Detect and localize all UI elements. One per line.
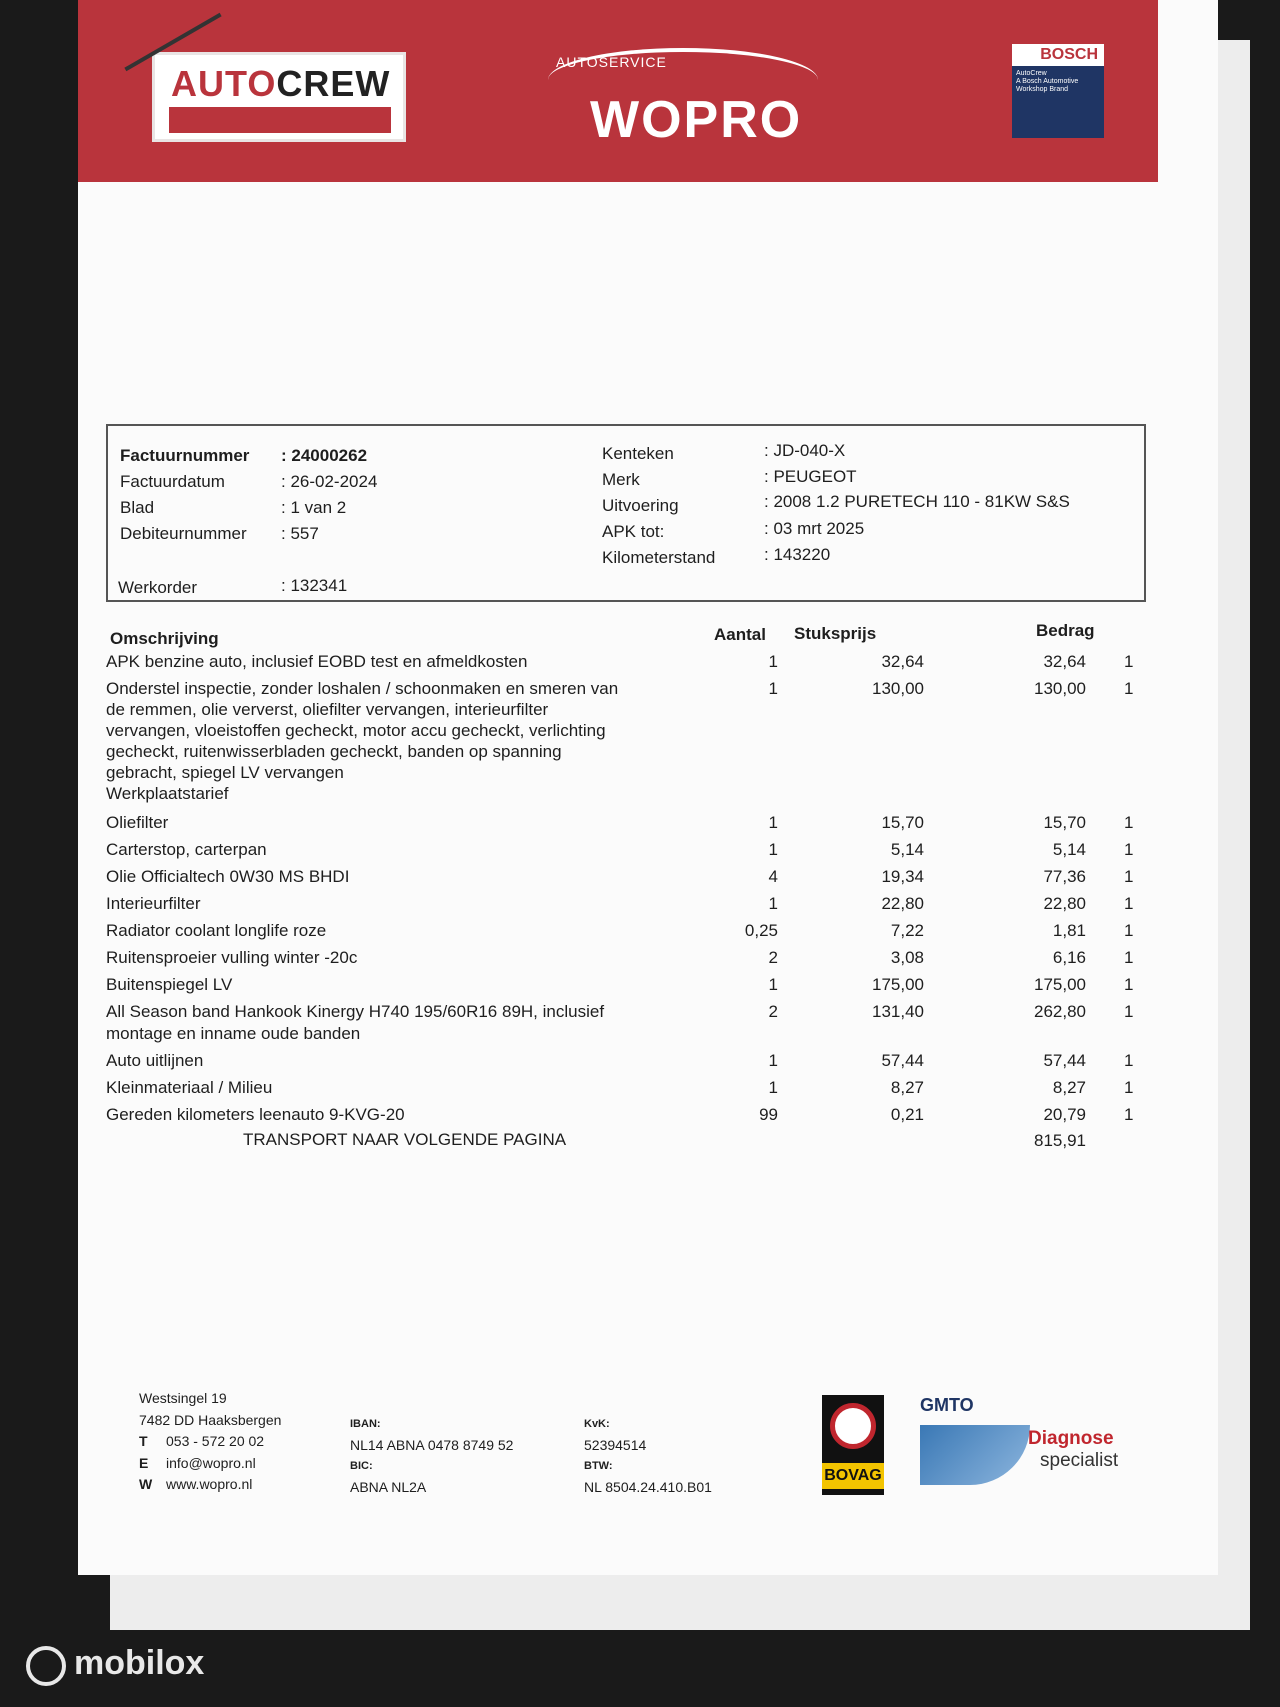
row-amount: 6,16 [1052, 948, 1086, 967]
row-quantity: 0,25 [744, 921, 778, 940]
factuurnummer-value: : 24000262 [281, 446, 368, 465]
row-description: Onderstel inspectie, zonder loshalen / schoonmaken en smeren van [106, 679, 619, 698]
row-unit-price: 5,14 [890, 840, 924, 859]
row-quantity: 1 [768, 840, 778, 859]
autocrew-bar [169, 107, 391, 133]
row-description: Oliefilter [106, 813, 169, 832]
bovag-emblem-icon [830, 1403, 876, 1449]
uitvoering-label: Uitvoering [602, 496, 679, 515]
row-vat-code: 1 [1124, 1078, 1134, 1097]
apk-label: APK tot: [602, 522, 665, 541]
row-unit-price: 0,21 [890, 1105, 924, 1124]
kilometerstand-value: : 143220 [764, 545, 831, 564]
row-description: Gereden kilometers leenauto 9-KVG-20 [106, 1105, 405, 1124]
row-amount: 57,44 [1043, 1051, 1086, 1070]
row-unit-price: 7,22 [890, 921, 924, 940]
bosch-sub3: Workshop Brand [1016, 86, 1069, 93]
row-description: de remmen, olie ververst, oliefilter vervangen, interieurfilter [106, 700, 549, 719]
mobilox-logo-icon [26, 1646, 66, 1686]
row-description: All Season band Hankook Kinergy H740 195/60R16 89H, inclusief [106, 1002, 605, 1021]
row-quantity: 99 [759, 1105, 778, 1124]
bosch-logo [1012, 44, 1104, 138]
bosch-sub2: A Bosch Automotive [1016, 78, 1079, 85]
blad-value: : 1 van 2 [281, 498, 347, 517]
row-vat-code: 1 [1124, 1105, 1134, 1124]
footer-email-label: E [139, 1455, 149, 1471]
row-description: Kleinmateriaal / Milieu [106, 1078, 273, 1097]
row-description: Auto uitlijnen [106, 1051, 204, 1070]
row-quantity: 1 [768, 1051, 778, 1070]
mobilox-watermark [28, 1644, 204, 1683]
row-quantity: 1 [768, 679, 778, 698]
footer-bic: ABNA NL2A [350, 1479, 427, 1495]
row-quantity: 2 [768, 948, 778, 967]
row-unit-price: 8,27 [890, 1078, 924, 1097]
row-quantity: 1 [768, 813, 778, 832]
debiteur-value: : 557 [281, 524, 319, 543]
footer-phone-label: T [139, 1433, 148, 1449]
row-quantity: 1 [768, 975, 778, 994]
header-banner [78, 0, 1158, 182]
row-amount: 32,64 [1043, 652, 1086, 671]
footer-address-city: 7482 DD Haaksbergen [139, 1412, 282, 1428]
row-description: gebracht, spiegel LV vervangen [106, 763, 344, 782]
bosch-sub1: AutoCrew [1016, 70, 1047, 77]
factuurnummer-label: Factuurnummer [120, 446, 250, 465]
row-vat-code: 1 [1124, 921, 1134, 940]
row-quantity: 4 [768, 867, 778, 886]
footer-kvk-label: KvK: [584, 1418, 610, 1430]
header-aantal: Aantal [714, 625, 766, 644]
row-unit-price: 32,64 [881, 652, 924, 671]
row-unit-price: 175,00 [872, 975, 924, 994]
werkorder-value: : 132341 [281, 576, 348, 595]
footer-web: www.wopro.nl [166, 1476, 253, 1492]
row-vat-code: 1 [1124, 1002, 1134, 1021]
row-quantity: 1 [768, 1078, 778, 1097]
row-vat-code: 1 [1124, 679, 1134, 698]
row-unit-price: 131,40 [872, 1002, 924, 1021]
row-amount: 262,80 [1034, 1002, 1086, 1021]
kenteken-value: : JD-040-X [764, 441, 846, 460]
transport-label: TRANSPORT NAAR VOLGENDE PAGINA [243, 1130, 567, 1149]
row-amount: 175,00 [1034, 975, 1086, 994]
invoice-page [78, 0, 1218, 1575]
row-vat-code: 1 [1124, 948, 1134, 967]
row-description: vervangen, vloeistoffen gecheckt, motor accu gecheckt, verlichting [106, 721, 606, 740]
bosch-label: BOSCH [1012, 44, 1104, 66]
wopro-logo: WOPRO [590, 91, 803, 149]
header-stuksprijs: Stuksprijs [794, 624, 877, 643]
footer-phone: 053 - 572 20 02 [166, 1433, 265, 1449]
row-unit-price: 19,34 [881, 867, 924, 886]
factuurdatum-label: Factuurdatum [120, 472, 225, 491]
footer-btw: NL 8504.24.410.B01 [584, 1479, 712, 1495]
row-vat-code: 1 [1124, 813, 1134, 832]
row-amount: 8,27 [1052, 1078, 1086, 1097]
footer-email: info@wopro.nl [166, 1455, 256, 1471]
footer-kvk: 52394514 [584, 1437, 647, 1453]
row-description: Interieurfilter [106, 894, 201, 913]
row-description: Carterstop, carterpan [106, 840, 267, 859]
footer-bic-label: BIC: [350, 1460, 373, 1472]
row-description: montage en inname oude banden [106, 1024, 361, 1043]
autocrew-logo [152, 52, 406, 142]
footer-address-street: Westsingel 19 [139, 1390, 227, 1406]
row-amount: 22,80 [1043, 894, 1086, 913]
debiteur-label: Debiteurnummer [120, 524, 247, 543]
apk-value: : 03 mrt 2025 [764, 519, 865, 538]
row-unit-price: 130,00 [872, 679, 924, 698]
row-description: Radiator coolant longlife roze [106, 921, 327, 940]
footer-web-label: W [139, 1476, 153, 1492]
gmto-diagnose: Diagnose [1028, 1428, 1114, 1449]
row-quantity: 1 [768, 652, 778, 671]
row-unit-price: 57,44 [881, 1051, 924, 1070]
row-amount: 77,36 [1043, 867, 1086, 886]
row-vat-code: 1 [1124, 1051, 1134, 1070]
row-quantity: 1 [768, 894, 778, 913]
autocrew-crew: CREW [276, 63, 391, 104]
row-amount: 5,14 [1052, 840, 1086, 859]
footer-iban: NL14 ABNA 0478 8749 52 [350, 1437, 514, 1453]
autocrew-auto: AUTO [171, 63, 277, 104]
uitvoering-value: : 2008 1.2 PURETECH 110 - 81KW S&S [764, 492, 1070, 511]
header-bedrag: Bedrag [1036, 621, 1095, 640]
row-description: gecheckt, ruitenwisserbladen gecheckt, banden op spanning [106, 742, 562, 761]
row-description: APK benzine auto, inclusief EOBD test en afmeldkosten [106, 652, 528, 671]
row-description: Buitenspiegel LV [106, 975, 233, 994]
bovag-logo [822, 1395, 884, 1495]
row-description: Werkplaatstarief [106, 784, 229, 803]
header-omschrijving: Omschrijving [110, 629, 219, 648]
row-amount: 20,79 [1043, 1105, 1086, 1124]
transport-amount: 815,91 [1034, 1131, 1086, 1150]
blad-label: Blad [120, 498, 155, 517]
row-amount: 1,81 [1052, 921, 1086, 940]
footer-iban-label: IBAN: [350, 1418, 381, 1430]
wopro-subtitle: AUTOSERVICE [556, 54, 667, 70]
row-description: Ruitensproeier vulling winter -20c [106, 948, 358, 967]
row-vat-code: 1 [1124, 652, 1134, 671]
bovag-label: BOVAG [822, 1463, 884, 1489]
row-description: Olie Officialtech 0W30 MS BHDI [106, 867, 350, 886]
row-amount: 15,70 [1043, 813, 1086, 832]
row-vat-code: 1 [1124, 840, 1134, 859]
row-vat-code: 1 [1124, 867, 1134, 886]
row-vat-code: 1 [1124, 894, 1134, 913]
row-quantity: 2 [768, 1002, 778, 1021]
gmto-specialist: specialist [1040, 1450, 1119, 1471]
factuurdatum-value: : 26-02-2024 [281, 472, 378, 491]
gmto-label: GMTO [920, 1395, 974, 1415]
row-unit-price: 3,08 [890, 948, 924, 967]
row-unit-price: 15,70 [881, 813, 924, 832]
kilometerstand-label: Kilometerstand [602, 548, 716, 567]
row-vat-code: 1 [1124, 975, 1134, 994]
merk-value: : PEUGEOT [764, 467, 857, 486]
row-unit-price: 22,80 [881, 894, 924, 913]
merk-label: Merk [602, 470, 640, 489]
mobilox-text: mobilox [74, 1644, 205, 1682]
kenteken-label: Kenteken [602, 444, 674, 463]
footer-btw-label: BTW: [584, 1460, 613, 1472]
werkorder-label: Werkorder [118, 578, 198, 597]
row-amount: 130,00 [1034, 679, 1086, 698]
